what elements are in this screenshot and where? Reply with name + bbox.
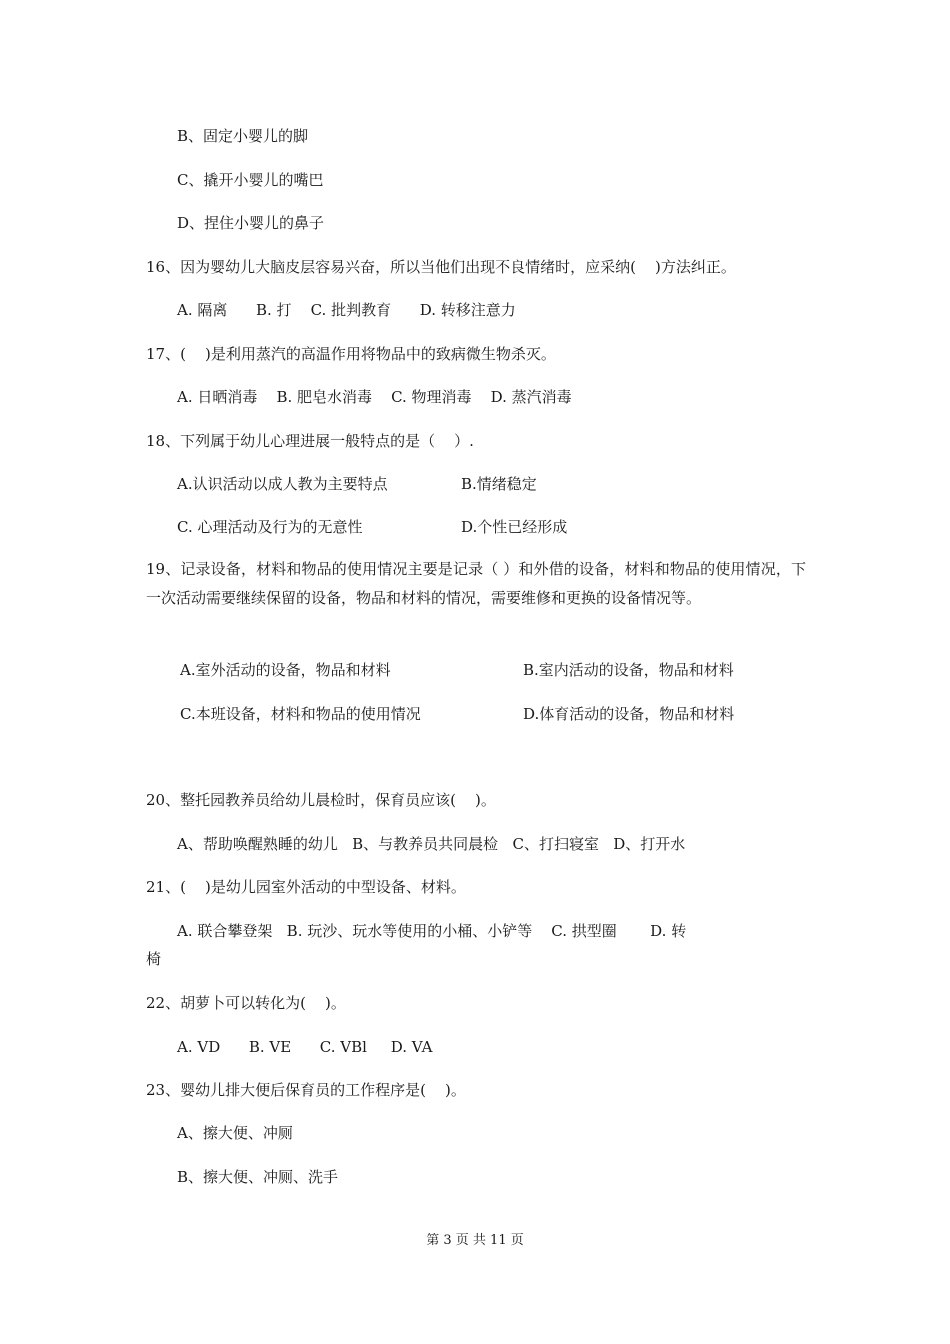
question-18: 18、下列属于幼儿心理进展一般特点的是（ ）. (146, 432, 474, 450)
options-21: A. 联合攀登架 B. 玩沙、玩水等使用的小桶、小铲等 C. 拱型圈 D. 转 (177, 922, 687, 940)
option-23a: A、擦大便、冲厕 (177, 1124, 293, 1142)
question-22: 22、胡萝卜可以转化为( )。 (146, 994, 346, 1012)
option-23b: B、擦大便、冲厕、洗手 (177, 1168, 339, 1186)
option-15c: C、撬开小婴儿的嘴巴 (177, 171, 324, 189)
question-20: 20、整托园教养员给幼儿晨检时，保育员应该( )。 (146, 791, 496, 809)
options-20: A、帮助唤醒熟睡的幼儿 B、与教养员共同晨检 C、打扫寝室 D、打开水 (177, 835, 686, 853)
option-19b: B.室内活动的设备，物品和材料 (523, 661, 734, 679)
option-18d: D.个性已经形成 (461, 518, 568, 536)
question-19: 19、记录设备，材料和物品的使用情况主要是记录（ ）和外借的设备，材料和物品的使用情况，下一次活动需要继续保留的设备，物品和材料的情况，需要维修和更换的设备情况等。 (146, 560, 806, 607)
option-19c: C.本班设备，材料和物品的使用情况 (180, 705, 421, 723)
options-21-wrap: 椅 (146, 950, 162, 968)
page-footer: 第 3 页 共 11 页 (426, 1233, 524, 1248)
option-15b: B、固定小婴儿的脚 (177, 127, 309, 145)
option-15d: D、捏住小婴儿的鼻子 (177, 214, 325, 232)
question-16: 16、因为婴幼儿大脑皮层容易兴奋，所以当他们出现不良情绪时，应采纳( )方法纠正。 (146, 258, 736, 276)
options-16: A. 隔离 B. 打 C. 批判教育 D. 转移注意力 (177, 301, 516, 319)
option-18b: B.情绪稳定 (461, 475, 537, 493)
option-18c: C. 心理活动及行为的无意性 (177, 518, 363, 536)
options-22: A. VD B. VE C. VBl D. VA (177, 1038, 433, 1056)
question-21: 21、( )是幼儿园室外活动的中型设备、材料。 (146, 878, 466, 896)
question-23: 23、婴幼儿排大便后保育员的工作程序是( )。 (146, 1081, 466, 1099)
options-17: A. 日晒消毒 B. 肥皂水消毒 C. 物理消毒 D. 蒸汽消毒 (177, 388, 572, 406)
option-18a: A.认识活动以成人教为主要特点 (177, 475, 388, 493)
question-17: 17、( )是利用蒸汽的高温作用将物品中的致病微生物杀灭。 (146, 345, 556, 363)
option-19a: A.室外活动的设备，物品和材料 (180, 661, 391, 679)
option-19d: D.体育活动的设备，物品和材料 (523, 705, 735, 723)
